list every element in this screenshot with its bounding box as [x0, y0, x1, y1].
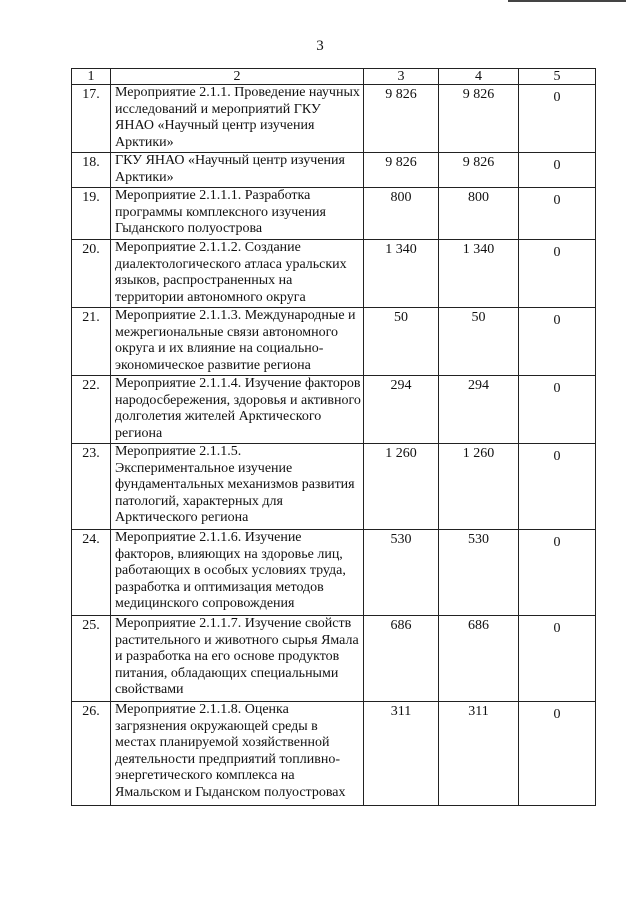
row-value-col3: 1 260 [364, 444, 439, 530]
row-value-col5: 0 [519, 376, 596, 444]
row-number: 23. [72, 444, 111, 530]
row-number: 20. [72, 240, 111, 308]
row-value-col3: 9 826 [364, 153, 439, 188]
row-number: 21. [72, 308, 111, 376]
table-row [72, 444, 596, 530]
row-description: Мероприятие 2.1.1.2. Создание диалектологического атласа уральских языков, распространенных на территории автономного округа [111, 240, 364, 308]
row-value-col5: 0 [519, 444, 596, 530]
row-description: Мероприятие 2.1.1.6. Изучение факторов, влияющих на здоровье лиц, работающих в особых условиях труда, разработка и оптимизация методов медицинского сопровождения [111, 530, 364, 616]
row-description: Мероприятие 2.1.1.7. Изучение свойств растительного и животного сырья Ямала и разработка на его основе продуктов питания, обладающих специальными свойствами [111, 616, 364, 702]
row-value-col3: 311 [364, 702, 439, 806]
row-value-col4: 9 826 [439, 85, 519, 153]
row-value-col3: 686 [364, 616, 439, 702]
corner-scan-mark [508, 0, 626, 2]
table-row [72, 188, 596, 240]
row-value-col4: 311 [439, 702, 519, 806]
row-value-col5: 0 [519, 240, 596, 308]
row-value-col3: 50 [364, 308, 439, 376]
table-header-row [72, 69, 596, 85]
row-value-col4: 1 260 [439, 444, 519, 530]
column-header: 1 [72, 69, 111, 85]
column-header: 5 [519, 69, 596, 85]
row-value-col3: 530 [364, 530, 439, 616]
budget-table [71, 68, 596, 806]
row-value-col5: 0 [519, 153, 596, 188]
row-value-col5: 0 [519, 85, 596, 153]
row-value-col5: 0 [519, 188, 596, 240]
table-row [72, 308, 596, 376]
table-row [72, 616, 596, 702]
row-value-col4: 294 [439, 376, 519, 444]
row-number: 25. [72, 616, 111, 702]
table-row [72, 376, 596, 444]
row-description: ГКУ ЯНАО «Научный центр изучения Арктики» [111, 153, 364, 188]
row-value-col3: 294 [364, 376, 439, 444]
row-number: 24. [72, 530, 111, 616]
row-value-col3: 1 340 [364, 240, 439, 308]
row-description: Мероприятие 2.1.1.5. Экспериментальное изучение фундаментальных механизмов развития патологий, характерных для Арктического региона [111, 444, 364, 530]
row-value-col5: 0 [519, 616, 596, 702]
row-value-col5: 0 [519, 308, 596, 376]
page-number: 3 [316, 38, 324, 54]
row-description: Мероприятие 2.1.1.1. Разработка программы комплексного изучения Гыданского полуострова [111, 188, 364, 240]
row-number: 18. [72, 153, 111, 188]
row-value-col4: 9 826 [439, 153, 519, 188]
row-value-col4: 800 [439, 188, 519, 240]
column-header: 2 [111, 69, 364, 85]
row-value-col4: 530 [439, 530, 519, 616]
row-value-col4: 1 340 [439, 240, 519, 308]
row-number: 22. [72, 376, 111, 444]
row-number: 19. [72, 188, 111, 240]
row-description: Мероприятие 2.1.1. Проведение научных исследований и мероприятий ГКУ ЯНАО «Научный центр изучения Арктики» [111, 85, 364, 153]
row-value-col4: 686 [439, 616, 519, 702]
row-value-col5: 0 [519, 702, 596, 806]
row-value-col4: 50 [439, 308, 519, 376]
row-value-col3: 9 826 [364, 85, 439, 153]
row-number: 17. [72, 85, 111, 153]
row-number: 26. [72, 702, 111, 806]
row-description: Мероприятие 2.1.1.4. Изучение факторов народосбережения, здоровья и активного долголетия жителей Арктического региона [111, 376, 364, 444]
column-header: 3 [364, 69, 439, 85]
column-header: 4 [439, 69, 519, 85]
table-row [72, 85, 596, 153]
row-description: Мероприятие 2.1.1.3. Международные и межрегиональные связи автономного округа и их влияние на социально-экономическое развитие региона [111, 308, 364, 376]
table-row [72, 153, 596, 188]
table-row [72, 702, 596, 806]
table-row [72, 240, 596, 308]
row-description: Мероприятие 2.1.1.8. Оценка загрязнения окружающей среды в местах планируемой хозяйственной деятельности предприятий топливно-энергетического комплекса на Ямальском и Гыданском полуостровах [111, 702, 364, 806]
row-value-col3: 800 [364, 188, 439, 240]
row-value-col5: 0 [519, 530, 596, 616]
table-row [72, 530, 596, 616]
